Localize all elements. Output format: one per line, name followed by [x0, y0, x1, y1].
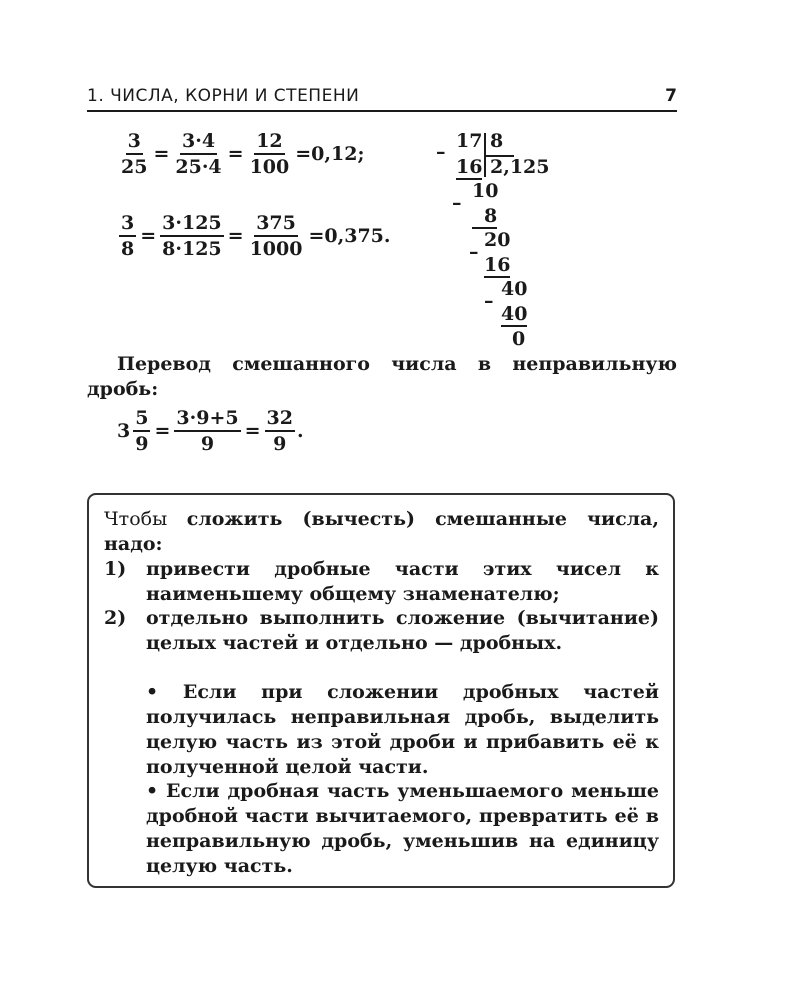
rule-bullet-1: • Если при сложении дробных частей получилась неправильная дробь, выделить целую часть из этой дроби и прибавить её к полученной целой части.: [146, 681, 659, 778]
fraction: $\frac{3}{8}$: [121, 212, 135, 260]
step: 40: [501, 278, 528, 300]
dividend: 17: [456, 130, 483, 152]
whole-part: 3: [117, 420, 131, 442]
quotient: 2,125: [490, 156, 550, 178]
fraction: $\frac{3}{25}$: [121, 130, 148, 178]
long-division: [436, 130, 566, 352]
equation-result: =0,12;: [295, 143, 365, 165]
minus-sign: –: [469, 241, 479, 263]
item-number: 2): [104, 607, 127, 629]
rule-item-2: [104, 606, 659, 681]
mixed-number-equation: 3 $\frac{5}{9}$ = $\frac{3\cdot 9+5}{9}$ = $\frac{32}{9}$ .: [117, 407, 304, 455]
fraction: $\frac{3\cdot 125}{8\cdot 125}$: [162, 212, 222, 260]
running-header: [87, 86, 677, 112]
item-number: 1): [104, 558, 127, 580]
fraction: $\frac{3\cdot 9+5}{9}$: [176, 407, 239, 455]
step: 10: [472, 180, 499, 202]
page-number: 7: [665, 86, 677, 106]
equation-3-25: $\frac{3}{25}$ = $\frac{3\cdot 4}{25\cdot 4}$ = $\frac{12}{100}$ =0,12;: [121, 130, 365, 178]
equation-result: =0,375.: [308, 225, 391, 247]
rule-bullet-2: • Если дробная часть уменьшаемого меньше дробной части вычитаемого, превратить её в неправильную дробь, уменьшив на единицу целую часть.: [146, 780, 659, 877]
minus-sign: –: [484, 290, 494, 312]
divisor: 8: [490, 130, 504, 152]
equation-3-8: $\frac{3}{8}$ = $\frac{3\cdot 125}{8\cdot 125}$ = $\frac{375}{1000}$ =0,375.: [121, 212, 391, 260]
step: 20: [484, 229, 511, 251]
conversion-paragraph: Перевод смешанного числа в неправильную дробь:: [87, 353, 677, 400]
fraction: $\frac{12}{100}$: [249, 130, 290, 178]
remainder: 0: [512, 328, 526, 350]
minus-sign: –: [436, 141, 446, 163]
rule-intro: Чтобы сложить (вычесть) смешанные числа, надо:: [104, 508, 659, 555]
step: 40: [501, 303, 528, 325]
fraction: $\frac{32}{9}$: [266, 407, 293, 455]
fraction: $\frac{375}{1000}$: [249, 212, 303, 260]
rule-emphasis: сложить (вычесть) смешанные числа: [186, 508, 653, 530]
step: 16: [484, 254, 511, 276]
step: 16: [456, 156, 483, 178]
fraction: $\frac{3\cdot 4}{25\cdot 4}$: [175, 130, 222, 178]
item-text: привести дробные части этих чисел к наименьшему общему знаменателю;: [146, 558, 659, 605]
chapter-title: 1. ЧИСЛА, КОРНИ И СТЕПЕНИ: [87, 86, 360, 106]
rule-item-1: [104, 557, 659, 607]
step: 8: [472, 205, 497, 229]
minus-sign: –: [452, 192, 462, 214]
fraction: $\frac{5}{9}$: [135, 407, 149, 455]
item-text: отдельно выполнить сложение (вычитание) целых частей и отдельно — дробных.: [146, 607, 659, 654]
